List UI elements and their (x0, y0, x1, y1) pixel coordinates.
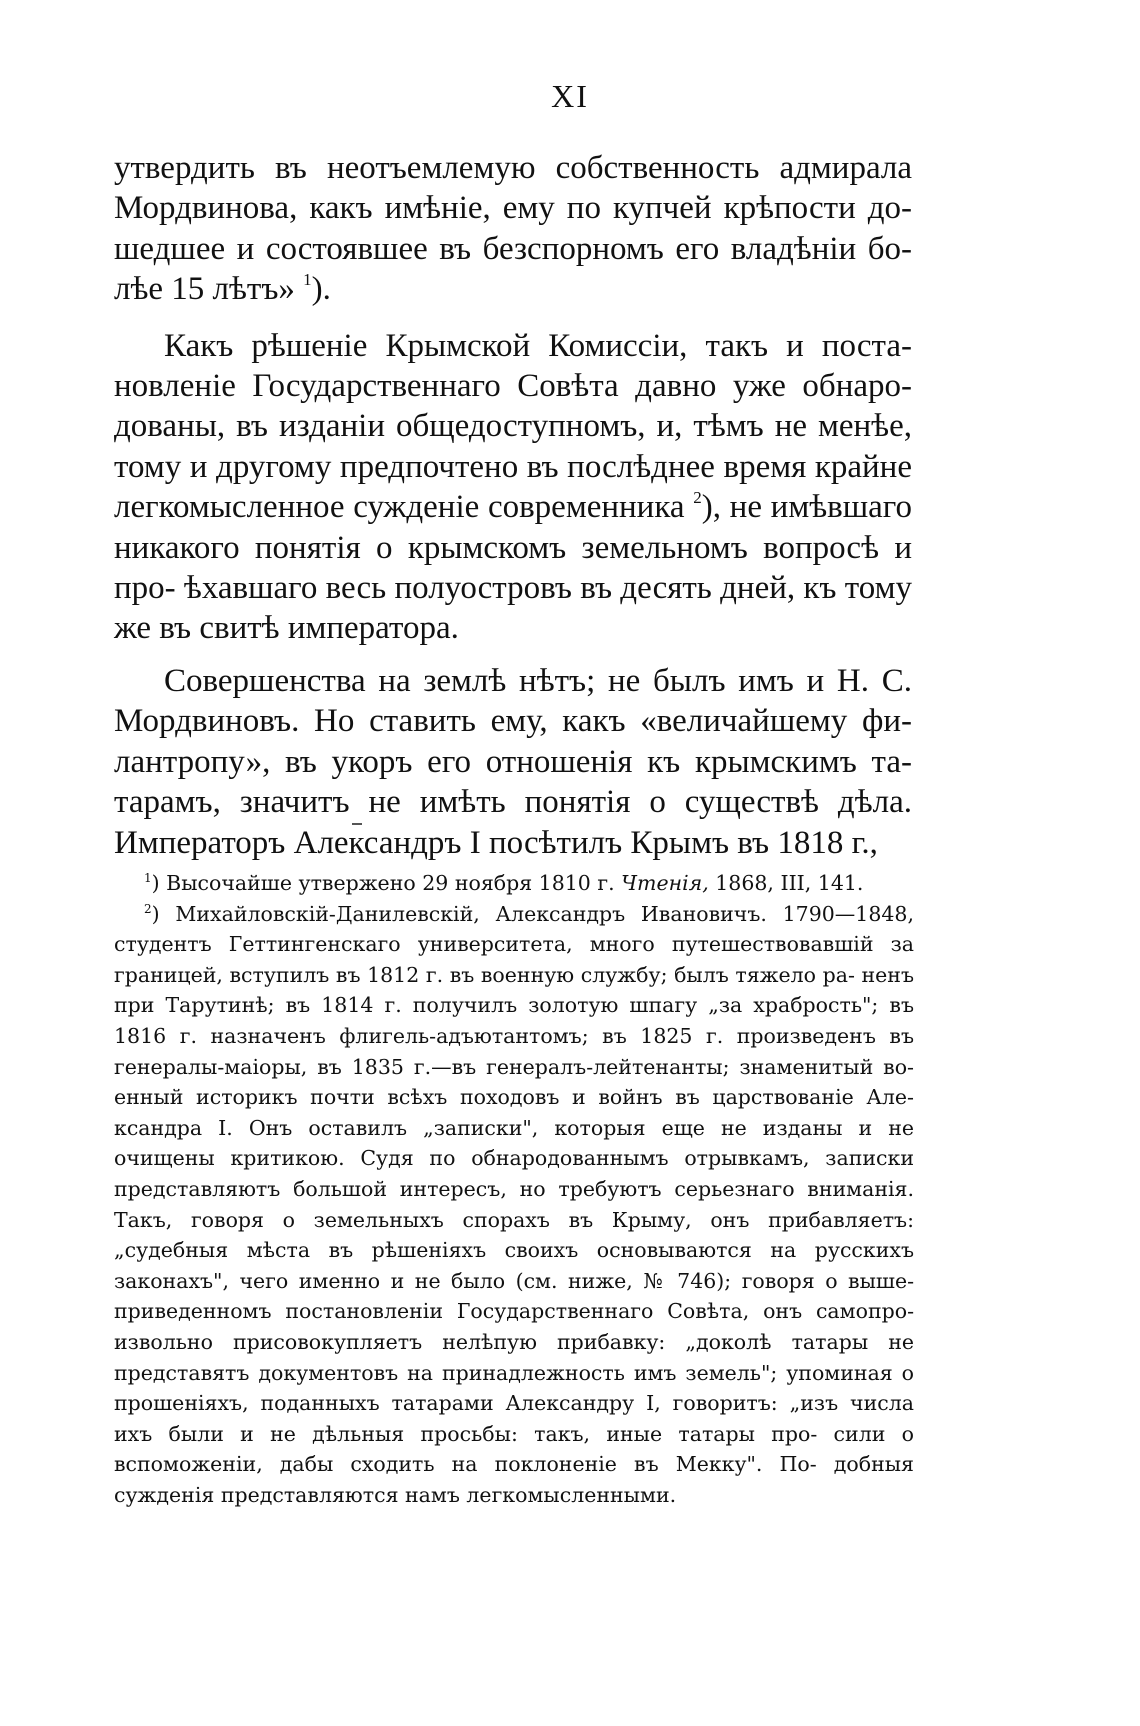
footnote-ref-2: 2 (693, 488, 702, 508)
footnotes (114, 868, 914, 1510)
main-text (114, 148, 912, 863)
footnote-ref-1: 1 (303, 270, 312, 290)
paragraph-2 (114, 326, 912, 649)
footnote-1 (114, 868, 914, 899)
footnote-2-mark: 2 (144, 901, 152, 916)
paragraph-3: Совершенства на землѣ нѣтъ; не былъ имъ и Н. С. Мордвиновъ. Но ставить ему, какъ «величайшему фи- лантропу», въ укоръ его отношенія къ крымскимъ та- тарамъ, значитъ не имѣть понятія о существѣ дѣла. Императоръ Александръ I посѣтилъ Крымъ въ 1818 г., (114, 662, 912, 861)
footnote-2-text: ) Михайловскій-Данилевскій, Александръ Ивановичъ. 1790—1848, студентъ Геттингенскаго университета, много путешествовавшій за границей, вступилъ въ 1812 г. въ военную службу; былъ тяжело ра- ненъ при Тарутинѣ; въ 1814 г. получилъ золотую шпагу „за храбрость"; въ 1816 г. назначенъ флигель-адъютантомъ; въ 1825 г. произведенъ въ генералы-маіоры, въ 1835 г.—въ генералъ-лейтенанты; знаменитый во- енный историкъ почти всѣхъ походовъ и войнъ въ царствованіе Але- ксандра I. Онъ оставилъ „записки", которыя еще не изданы и не очищены критикою. Судя по обнародованнымъ отрывкамъ, записки представляютъ большой интересъ, но требуютъ серьезнаго вниманія. Такъ, говоря о земельныхъ спорахъ въ Крыму, онъ прибавляетъ: „судебныя мѣста въ рѣшеніяхъ своихъ основываются на русскихъ законахъ", чего именно и не было (см. ниже, № 746); говоря о выше- приведенномъ постановленіи Государственнаго Совѣта, онъ самопро- извольно присовокупляетъ нелѣпую прибавку: „доколѣ татары не представятъ документовъ на принадлежность имъ земель"; упоминая о прошеніяхъ, поданныхъ татарами Александру I, говоритъ: „изъ числа ихъ были и не дѣльныя просьбы: такъ, иные татары про- сили о вспоможеніи, дабы сходить на поклоненіе въ Мекку". По- добныя сужденія представляются намъ легкомысленными. (114, 901, 914, 1507)
paragraph-2-text-b: ), не имѣвшаго никакого понятія о крымскомъ земельномъ вопросѣ и про- ѣхавшаго весь полуостровъ въ десять дней, къ тому же въ свитѣ императора. (114, 489, 912, 647)
footnote-1-italic: Чтенія, (621, 871, 709, 895)
paragraph-1-text: утвердить въ неотъемлемую собственность адмирала Мордвинова, какъ имѣніе, ему по купчей крѣпости до- шедшее и состоявшее въ безспорномъ его владѣніи бо- лѣе 15 лѣтъ» (114, 150, 912, 308)
paragraph-1 (114, 148, 912, 310)
paragraph-2-text-a: Какъ рѣшеніе Крымской Комиссіи, такъ и поста- новленіе Государственнаго Совѣта давно уже обнаро- дованы, въ изданіи общедоступномъ, и, тѣмъ не менѣе, тому и другому предпочтено въ послѣднее время крайне легкомысленное сужденіе современника (114, 327, 912, 526)
footnote-separator (352, 823, 362, 825)
footnote-1-mark: 1 (144, 871, 152, 885)
footnote-2 (114, 899, 914, 1511)
footnote-1-text-a: ) Высочайше утвержено 29 ноября 1810 г. (151, 871, 615, 895)
page-number: XI (551, 78, 589, 114)
paragraph-1-tail: ). (311, 271, 331, 308)
footnote-1-text-b: 1868, III, 141. (715, 871, 864, 895)
